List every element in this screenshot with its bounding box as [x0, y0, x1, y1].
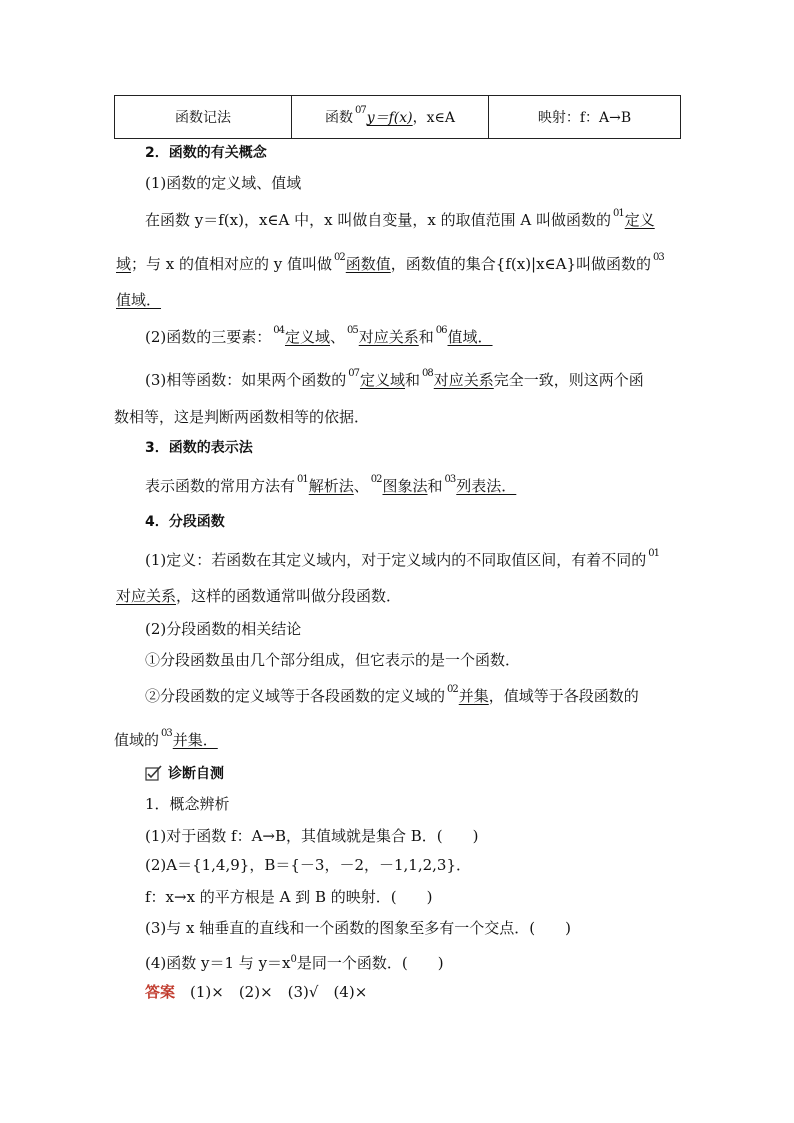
answer-blank: 05对应关系 [347, 325, 419, 346]
answer-blank: 01定义 [612, 208, 655, 229]
answer-text: (1)× (2)× (3)√ (4)× [175, 983, 368, 1001]
answer-blank: 02图象法 [370, 474, 428, 495]
exercise-heading: 1．概念辨析 [145, 795, 230, 813]
answer-blank: 对应关系 [116, 587, 177, 605]
checkmark-pencil-icon [145, 765, 163, 781]
paragraph-line: 在函数 y＝f(x)，x∈A 中，x 叫做自变量，x 的取值范围 A 叫做函数的 01定义 [145, 210, 655, 233]
cell-text: ，x∈A [412, 110, 456, 126]
answer-blank: 06值域． [435, 325, 493, 346]
paragraph-line: ②分段函数的定义域等于各段函数的定义域的 02并集，值域等于各段函数的 [145, 686, 639, 709]
answer-blank: 03列表法． [444, 474, 517, 495]
notation-table [114, 95, 681, 139]
paragraph-line: ①分段函数虽由几个部分组成，但它表示的是一个函数． [145, 651, 521, 669]
question-item: (3)与 x 轴垂直的直线和一个函数的图象至多有一个交点．( ) [145, 919, 571, 937]
answer-blank: 值域． [116, 291, 162, 309]
paragraph-line: 对应关系，这样的函数通常叫做分段函数． [116, 587, 402, 605]
answer-blank: 08对应关系 [422, 368, 494, 389]
answer-blank: 03并集． [161, 728, 218, 749]
answer-blank: 07定义域 [348, 368, 405, 389]
section-heading: 3．函数的表示法 [145, 440, 253, 456]
answer-line [145, 982, 367, 1002]
table-cell-function [292, 96, 489, 139]
paragraph-line [114, 290, 161, 310]
subheading: (1)函数的定义域、值域 [145, 174, 302, 192]
table-cell-notation-label: 函数记法 [115, 96, 292, 139]
table-cell-mapping: 映射：f：A→B [489, 96, 681, 139]
section-heading: 4．分段函数 [145, 514, 225, 530]
paragraph-line: 表示函数的常用方法有 01解析法、 02图象法和 03列表法． [145, 476, 516, 499]
paragraph-line: (2)函数的三要素： 04定义域、 05对应关系和 06值域． [145, 327, 493, 350]
answer-blank: 域 [116, 255, 132, 273]
paragraph-line: 值域的 03并集． [114, 730, 218, 753]
section-heading: 2．函数的有关概念 [145, 145, 267, 161]
answer-blank: 04定义域 [273, 325, 330, 346]
answer-label: 答案 [145, 983, 176, 1001]
blank-number: 07 [354, 105, 366, 116]
answer-blank [353, 107, 413, 127]
question-item: (2)A＝{1,4,9}，B＝{－3，－2，－1,1,2,3}． [145, 856, 472, 874]
answer-blank: 03 [653, 252, 664, 263]
question-item: (4)函数 y＝1 与 $y=x^0$是同一个函数．( ) [145, 954, 444, 972]
cell-text: 函数 [324, 110, 353, 126]
answer-blank: 01解析法 [297, 474, 354, 495]
answer-blank: 02函数值 [334, 252, 391, 273]
blank-answer: y＝f(x) [366, 110, 413, 126]
table-row [115, 96, 681, 139]
paragraph-line: (3)相等函数：如果两个函数的 07定义域和 08对应关系完全一致，则这两个函 [145, 370, 644, 393]
paragraph-line: 域；与 x 的值相对应的 y 值叫做 02函数值，函数值的集合{f(x)|x∈A}叫做函数的 03 [114, 254, 665, 277]
paragraph-line: (1)定义：若函数在其定义域内，对于定义域内的不同取值区间，有着不同的 01 [145, 550, 660, 573]
question-item: (1)对于函数 f：A→B，其值域就是集合 B．( ) [145, 827, 479, 845]
subheading: (2)分段函数的相关结论 [145, 620, 302, 638]
paragraph-line: 数相等，这是判断两函数相等的依据． [114, 408, 370, 426]
diagnostic-title: 诊断自测 [168, 766, 224, 782]
question-item: f：x→x 的平方根是 A 到 B 的映射．( ) [145, 888, 433, 906]
answer-blank: 02并集 [447, 684, 489, 705]
answer-blank: 01 [648, 548, 659, 559]
